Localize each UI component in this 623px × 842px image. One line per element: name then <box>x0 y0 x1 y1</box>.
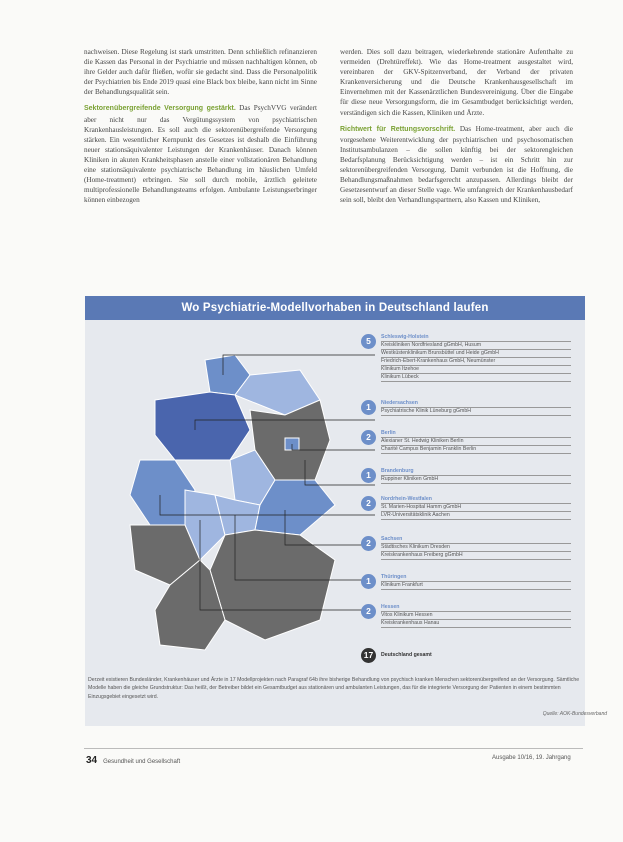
legend-item: Psychiatrische Klinik Lüneburg gGmbH <box>381 408 571 416</box>
legend-item: Städtisches Klinikum Dresden <box>381 544 571 552</box>
legend-badge: 1 <box>361 574 376 589</box>
legend-item: Kreiskrankenhaus Hanau <box>381 620 571 628</box>
legend-item: Charité Campus Benjamin Franklin Berlin <box>381 446 571 454</box>
legend-item: Klinikum Frankfurt <box>381 582 571 590</box>
legend-thueringen <box>366 574 571 590</box>
legend-badge: 1 <box>361 468 376 483</box>
legend-state: Nordrhein-Westfalen <box>381 496 571 504</box>
footer-divider <box>84 748 583 749</box>
legend-badge: 2 <box>361 536 376 551</box>
legend-badge: 5 <box>361 334 376 349</box>
right-paragraph-2 <box>340 124 573 206</box>
figure-caption: Derzeit existieren Bundesländer, Krankenhäuser und Ärzte in 17 Modellprojekten nach Paragraf 64b ihre bisherige Behandlung von psychisch kranken Menschen sektorenübergreifend an der Versorgung. Sämtliche Modelle haben die gleiche Grundstruktur: Das heißt, der Betreiber bildet ein Gesamtbudget aus stationären und ambulanten Leistungen, das für die integrierte Versorgung der Patienten in einem bestimmten Einzugsgebiet eingesetzt wird. <box>88 677 580 700</box>
left-paragraph-1: nachweisen. Diese Regelung ist stark umstritten. Denn schließlich refinanzieren die Kassen das Personal in der Psychiatrie und müssen nachhaltigen können, ob ihre Gelder auch dafür fließen, wofür sie gedacht sind. Dass die Personalpolitik der Psychiatrien bis Ende 2019 quasi eine Black box bleibe, kann nicht im Sinne der Behandlungsqualität sein. <box>84 48 317 97</box>
map-state-bayern <box>210 530 335 640</box>
legend-total-label: Deutschland gesamt <box>381 652 432 658</box>
legend-item: Friedrich-Ebert-Krankenhaus GmbH, Neumünster <box>381 358 571 366</box>
legend-state: Berlin <box>381 430 571 438</box>
legend-total <box>363 648 571 663</box>
germany-map-figure <box>85 296 585 726</box>
figure-source: Quelle: AOK-Bundesverband <box>542 711 607 717</box>
legend-niedersachsen <box>366 400 571 416</box>
right-text-column <box>340 47 573 211</box>
legend-brandenburg <box>366 468 571 484</box>
page-number: 34 <box>86 755 98 766</box>
legend-berlin <box>366 430 571 454</box>
legend-item: Kreiskliniken Nordfriesland gGmbH, Husum <box>381 342 571 350</box>
legend-item: LVR-Universitätsklinik Aachen <box>381 512 571 520</box>
right-paragraph-2-lead: Richtwert für Rettungsvorschrift. <box>340 125 456 133</box>
legend-item: Ruppiner Kliniken GmbH <box>381 476 571 484</box>
germany-map <box>85 320 385 680</box>
footer-left <box>86 755 180 766</box>
left-paragraph-2-text: Das PsychVVG verändert aber nicht nur das Vergütungssystem von psychiatrischen Krankenhausleistungen. Es soll auch die sektorenübergreifende Versorgung stärken. Ein wesentlicher Kernpunkt des Gesetzes ist deshalb die Einführung neuer stationsäquivalenter Leistungen der Krankenhäuser. Danach können Kliniken in akuten Krankheitsphasen anstelle einer vollstationären Behandlung eine stationsäquivalente psychiatrische Behandlung im häuslichen Umfeld (Home-treatment) erbringen. Sie soll durch mobile, ärztlich geleitete multiprofessionelle Behandlungsteams erfolgen. Ambulante Leistungserbringer können einbezogen <box>84 104 317 205</box>
legend-item: Alexianer St. Hedwig Kliniken Berlin <box>381 438 571 446</box>
legend-badge: 2 <box>361 496 376 511</box>
legend-hessen <box>366 604 571 628</box>
legend-state: Sachsen <box>381 536 571 544</box>
left-text-column <box>84 47 317 211</box>
legend-schleswig-holstein <box>366 334 571 382</box>
legend-badge: 2 <box>361 604 376 619</box>
legend-badge: 1 <box>361 400 376 415</box>
legend-item: Kreiskrankenhaus Freiberg gGmbH <box>381 552 571 560</box>
left-paragraph-2-lead: Sektorenübergreifende Versorgung gestärkt. <box>84 105 236 113</box>
legend-item: Klinikum Lübeck <box>381 374 571 382</box>
right-paragraph-2-text: Das Home-treatment, aber auch die vorgesehene Weiterentwicklung der psychiatrischen und psychosomatischen Institutsambulanzen – die sollen künftig bei der sektorengleichen Bedarfsplanung Berücksichtigung werden – ist ein Schritt hin zur sektorenübergreifenden Versorgung. Damit verbunden ist die Hoffnung, die Behandlungsmaßnahmen bedarfsgerecht anzupassen. Allerdings bleibt der Gesetzesentwurf an dieser Stelle vage. Wie umfangreich der Krankenhausbedarf sein soll, bleibt den Verhandlungspartnern, also Kassen und Kliniken, <box>340 124 573 205</box>
legend-state: Brandenburg <box>381 468 571 476</box>
legend-item: Westküstenklinikum Brunsbüttel und Heide gGmbH <box>381 350 571 358</box>
legend-item: Klinikum Itzehoe <box>381 366 571 374</box>
map-state-niedersachsen <box>155 392 250 460</box>
left-paragraph-2 <box>84 103 317 205</box>
legend-state: Hessen <box>381 604 571 612</box>
figure-title: Wo Psychiatrie-Modellvorhaben in Deutschland laufen <box>85 296 585 320</box>
legend-sachsen <box>366 536 571 560</box>
legend-state: Niedersachsen <box>381 400 571 408</box>
section-name: Gesundheit und Gesellschaft <box>103 759 181 765</box>
legend-state: Schleswig-Holstein <box>381 334 571 342</box>
right-paragraph-1: werden. Dies soll dazu beitragen, wiederkehrende stationäre Aufenthalte zu vermeiden (Drehtüreffekt). Wie das Home-treatment ausgestaltet wird, vereinbaren der GKV-Spitzenverband, der Verband der privaten Krankenversicherung und die Deutsche Krankenhausgesellschaft im Einvernehmen mit der Kassenärztlichen Bundesvereinigung. Über die Eingabe für diese neue Versorgungsform, die im Gesamtbudget berücksichtigt werden, verständigen sich die Kassen, Kliniken und Ärzte. <box>340 48 573 117</box>
legend-nordrhein-westfalen <box>366 496 571 520</box>
legend-state: Thüringen <box>381 574 571 582</box>
issue-info: Ausgabe 10/16, 19. Jahrgang <box>492 755 571 761</box>
legend-item: Vitos Klinikum Hessen <box>381 612 571 620</box>
legend-badge: 2 <box>361 430 376 445</box>
legend-total-badge: 17 <box>361 648 376 663</box>
legend-item: St. Marien-Hospital Hamm gGmbH <box>381 504 571 512</box>
